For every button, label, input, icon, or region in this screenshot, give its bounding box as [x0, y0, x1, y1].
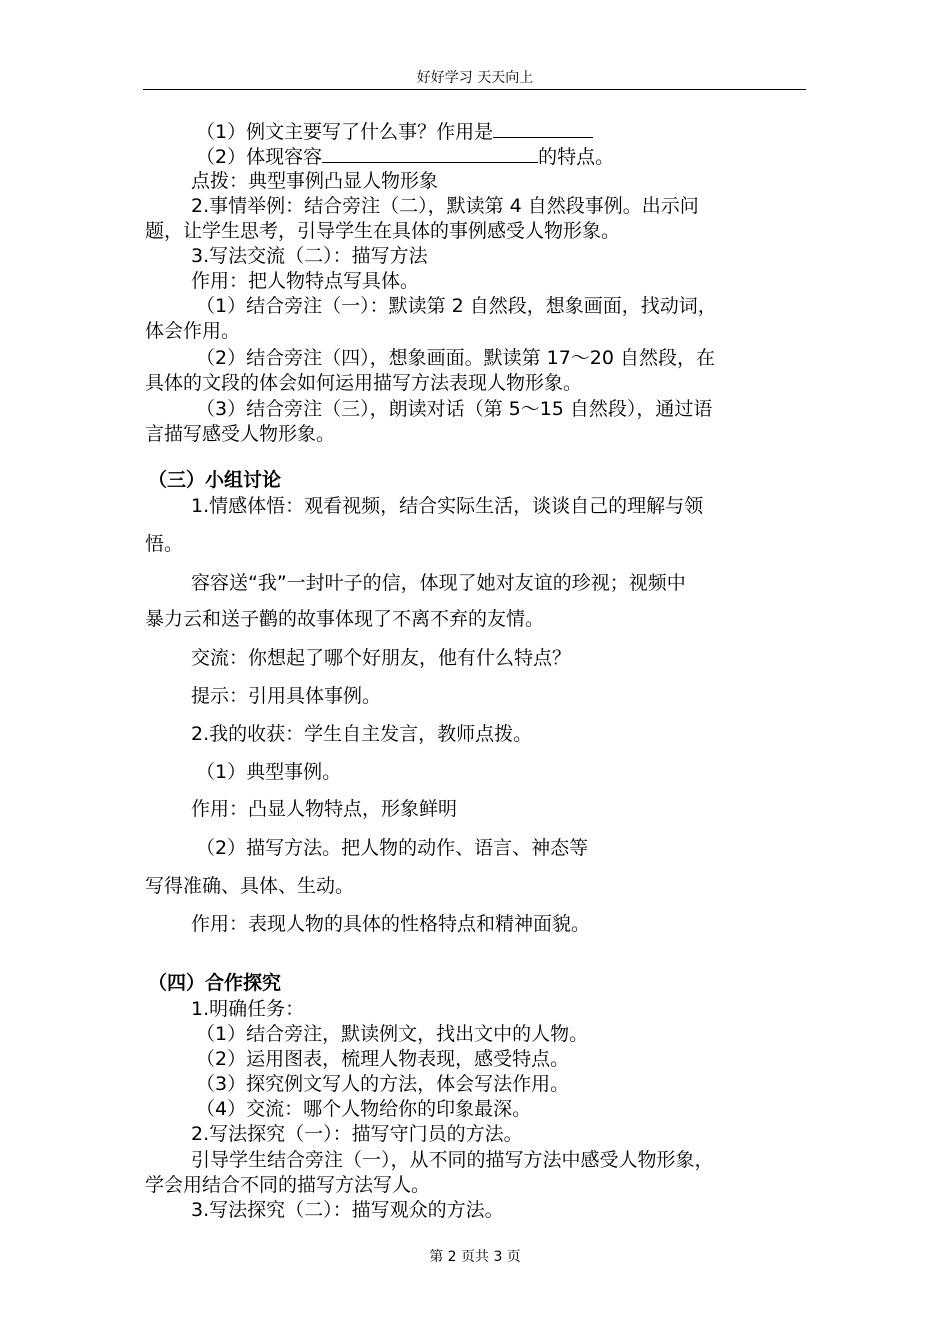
text-line: （1）典型事例。 — [196, 761, 342, 783]
answer-blank-2 — [322, 144, 538, 163]
text-line: 引导学生结合旁注（一），从不同的描写方法中感受人物形象， — [191, 1149, 714, 1171]
text-line: （2）描写方法。把人物的动作、语言、神态等 — [196, 837, 589, 859]
page-number: 第 2 页共 3 页 — [429, 1249, 521, 1265]
text-line: 作用：表现人物的具体的性格特点和精神面貌。 — [191, 913, 591, 935]
text-line: 3.写法交流（二）：描写方法 — [191, 245, 428, 267]
question-2-text-a: （2）体现容容 — [196, 146, 323, 168]
question-2 — [196, 144, 614, 169]
answer-blank-1 — [493, 119, 593, 138]
text-line: 交流：你想起了哪个好朋友，他有什么特点？ — [191, 647, 572, 669]
page-header: 好好学习 天天向上 — [416, 70, 534, 86]
text-line: 暴力云和送子鹳的故事体现了不离不弃的友情。 — [145, 608, 545, 630]
text-line: 容容送“我”一封叶子的信，体现了她对友谊的珍视；视频中 — [191, 572, 686, 594]
text-line: （2）结合旁注（四），想象画面。默读第 17～20 自然段，在 — [196, 347, 716, 369]
text-line: 体会作用。 — [145, 320, 241, 342]
text-line: 学会用结合不同的描写方法写人。 — [145, 1174, 431, 1196]
text-line: （3）结合旁注（三），朗读对话（第 5～15 自然段），通过语 — [196, 398, 713, 420]
header-divider — [143, 89, 806, 90]
text-line: 悟。 — [145, 533, 184, 555]
section-title-discussion: （三）小组讨论 — [148, 469, 282, 491]
text-line: （3）探究例文写人的方法，体会写法作用。 — [196, 1073, 570, 1095]
text-line: 1.情感体悟：观看视频，结合实际生活，谈谈自己的理解与领 — [191, 495, 704, 517]
text-line: （2）运用图表，梳理人物表现，感受特点。 — [196, 1048, 570, 1070]
text-line: （1）结合旁注（一）：默读第 2 自然段，想象画面，找动词， — [196, 295, 717, 317]
text-line: 具体的文段的体会如何运用描写方法表现人物形象。 — [145, 372, 583, 394]
question-1-text: （1）例文主要写了什么事？作用是 — [196, 121, 494, 143]
text-line: 3.写法探究（二）：描写观众的方法。 — [191, 1199, 504, 1221]
text-line: 作用：凸显人物特点，形象鲜明 — [191, 798, 458, 820]
text-line: 点拨：典型事例凸显人物形象 — [191, 170, 439, 192]
text-line: 作用：把人物特点写具体。 — [191, 270, 420, 292]
text-line: 提示：引用具体事例。 — [191, 685, 382, 707]
text-line: 言描写感受人物形象。 — [145, 423, 336, 445]
text-line: （4）交流：哪个人物给你的印象最深。 — [196, 1098, 532, 1120]
text-line: 2.我的收获：学生自主发言，教师点拨。 — [191, 723, 533, 745]
text-line: 1.明确任务： — [191, 998, 305, 1020]
question-2-text-b: 的特点。 — [538, 146, 615, 168]
text-line: 题，让学生思考，引导学生在具体的事例感受人物形象。 — [145, 220, 621, 242]
section-title-inquiry: （四）合作探究 — [148, 972, 282, 994]
question-1 — [196, 119, 593, 144]
text-line: 2.事情举例：结合旁注（二），默读第 4 自然段事例。出示问 — [191, 195, 699, 217]
text-line: 写得准确、具体、生动。 — [145, 875, 355, 897]
text-line: 2.写法探究（一）：描写守门员的方法。 — [191, 1123, 523, 1145]
text-line: （1）结合旁注，默读例文，找出文中的人物。 — [196, 1023, 589, 1045]
